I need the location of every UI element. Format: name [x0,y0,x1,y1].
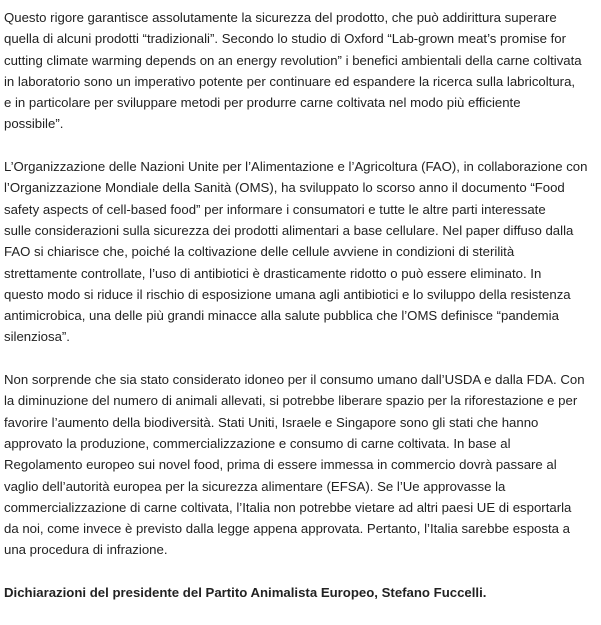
text-line: e in particolare per sviluppare metodi per produrre carne coltivata nel modo più efficiente [4,95,521,111]
text-line: possibile”. [4,116,64,132]
text-line: Questo rigore garantisce assolutamente la sicurezza del prodotto, che può addirittura superare [4,10,557,25]
text-line: l’Organizzazione Mondiale della Sanità (OMS), ha sviluppato lo scorso anno il documento “Food [4,180,565,196]
paragraph-regulation [4,369,601,561]
text-line: silenziosa”. [4,329,70,345]
text-line: quella di alcuni prodotti “tradizionali”. Secondo lo studio di Oxford “Lab-grown meat’s promise for [4,31,566,47]
text-line: commercializzazione di carne coltivata, l’Italia non potrebbe vietare ad altri paesi UE di esportarla [4,499,572,515]
paragraph-fao-oms [4,156,601,348]
text-line: safety aspects of cell-based food” per informare i consumatori e tutte le altre parti interessate [4,201,546,217]
text-line: questo modo si riduce il rischio di esposizione umana agli antibiotici e lo sviluppo della resistenza [4,286,571,302]
text-line: favorire l’aumento della biodiversità. Stati Uniti, Israele e Singapore sono gli stati che hanno [4,414,539,430]
closing-text: Dichiarazioni del presidente del Partito Animalista Europeo, Stefano Fuccelli. [4,585,487,601]
text-line: antimicrobica, una delle più grandi minacce alla salute pubblica che l’OMS definisce “pandemia [4,308,559,324]
text-line: cutting climate warming depends on an energy revolution” i benefici ambientali della carne coltivata [4,52,582,68]
text-line: vaglio dell’autorità europea per la sicurezza alimentare (EFSA). Se l’Ue approvasse la [4,478,506,494]
text-line: Regolamento europeo sui novel food, prima di essere immessa in commercio dovrà passare al [4,457,557,473]
text-line: in laboratorio sono un imperativo potente per continuare ed espandere la ricerca sulla labricoltura, [4,73,576,89]
article-body [4,7,601,625]
text-line: la diminuzione del numero di animali allevati, si potrebbe liberare spazio per la riforestazione e per [4,393,578,409]
text-line: Non sorprende che sia stato considerato idoneo per il consumo umano dall’USDA e dalla FDA. Con [4,372,585,388]
text-line: approvato la produzione, commercializzazione e consumo di carne coltivata. In base al [4,435,511,451]
paragraph-product-safety [4,7,601,135]
text-line: FAO si chiarisce che, poiché la coltivazione delle cellule avviene in condizioni di sterilità [4,244,515,260]
text-line: una procedura di infrazione. [4,542,168,558]
text-line: L’Organizzazione delle Nazioni Unite per l’Alimentazione e l’Agricoltura (FAO), in collaborazione con [4,159,588,175]
text-line: sulle considerazioni sulla sicurezza dei prodotti alimentari a base cellulare. Nel paper diffuso dalla [4,222,574,238]
text-line: strettamente controllate, l’uso di antibiotici è drasticamente ridotto o può essere eliminato. In [4,265,542,281]
closing-statement [4,582,601,603]
text-line: da noi, come invece è previsto dalla legge appena approvata. Pertanto, l’Italia sarebbe esposta a [4,521,570,537]
